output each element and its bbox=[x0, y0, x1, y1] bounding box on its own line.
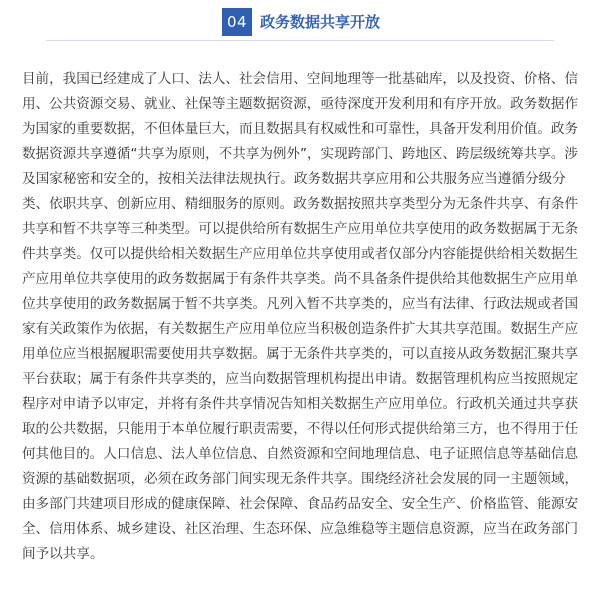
article-line: 目前，我国已经建成了人口、法人、社会信用、空间地理等一批基础库，以及投资、价格、信 bbox=[22, 71, 579, 87]
article-line: 平台获取；属于有条件共享类的，应当向数据管理机构提出申请。数据管理机构应当按照规定 bbox=[22, 371, 579, 387]
article-line: 产应用单位共享使用的政务数据属于有条件共享类。尚不具备条件提供给其他数据生产应用单 bbox=[22, 271, 579, 287]
article-line: 及国家秘密和安全的，按相关法律法规执行。政务数据共享应用和公共服务应当遵循分级分 bbox=[22, 171, 566, 187]
article-line: 位共享使用的政务数据属于暂不共享类。凡列入暂不共享类的，应当有法律、行政法规或者国 bbox=[22, 296, 579, 312]
article-line: 数据资源共享遵循“共享为原则，不共享为例外”，实现跨部门、跨地区、跨层级统筹共享。涉 bbox=[22, 146, 578, 162]
article-line: 间予以共享。 bbox=[22, 546, 104, 562]
article-line: 取的公共数据，只能用于本单位履行职责需要，不得以任何形式提供给第三方，也不得用于任 bbox=[22, 421, 579, 437]
section-title: 政务数据共享开放 bbox=[260, 13, 381, 31]
article-line: 由多部门共建项目形成的健康保障、社会保障、食品药品安全、安全生产、价格监管、能源安 bbox=[22, 496, 579, 512]
article-line: 类、依职共享、创新应用、精细服务的原则。政务数据按照共享类型分为无条件共享、有条件 bbox=[22, 196, 579, 212]
article-line: 家有关政策作为依据，有关数据生产应用单位应当积极创造条件扩大其共享范围。数据生产应 bbox=[22, 321, 579, 337]
section-header bbox=[0, 0, 600, 44]
article-line: 为国家的重要数据，不但体量巨大，而且数据具有权威性和可靠性，具备开发利用价值。政务 bbox=[22, 121, 579, 137]
article-line: 共享和暂不共享等三种类型。可以提供给所有数据生产应用单位共享使用的政务数据属于无条 bbox=[22, 221, 579, 237]
article-line: 用单位应当根据履职需要使用共享数据。属于无条件共享类的，可以直接从政务数据汇聚共享 bbox=[22, 346, 579, 362]
article-line: 用、公共资源交易、就业、社保等主题数据资源，亟待深度开发利用和有序开放。政务数据作 bbox=[22, 96, 579, 112]
section-number-badge: 04 bbox=[222, 8, 252, 36]
article-line: 全、信用体系、城乡建设、社区治理、生态环保、应急维稳等主题信息资源，应当在政务部门 bbox=[22, 521, 579, 537]
article-line: 资源的基础数据项，必须在政务部门间实现无条件共享。围绕经济社会发展的同一主题领域， bbox=[22, 471, 579, 487]
article-line: 件共享类。仅可以提供给相关数据生产应用单位共享使用或者仅部分内容能提供给相关数据生 bbox=[22, 246, 579, 262]
article-line: 程序对申请予以审定，并将有条件共享情况告知相关数据生产应用单位。行政机关通过共享获 bbox=[22, 396, 579, 412]
header-divider bbox=[46, 40, 554, 41]
article-line: 何其他目的。人口信息、法人单位信息、自然资源和空间地理信息、电子证照信息等基础信息 bbox=[22, 446, 579, 462]
